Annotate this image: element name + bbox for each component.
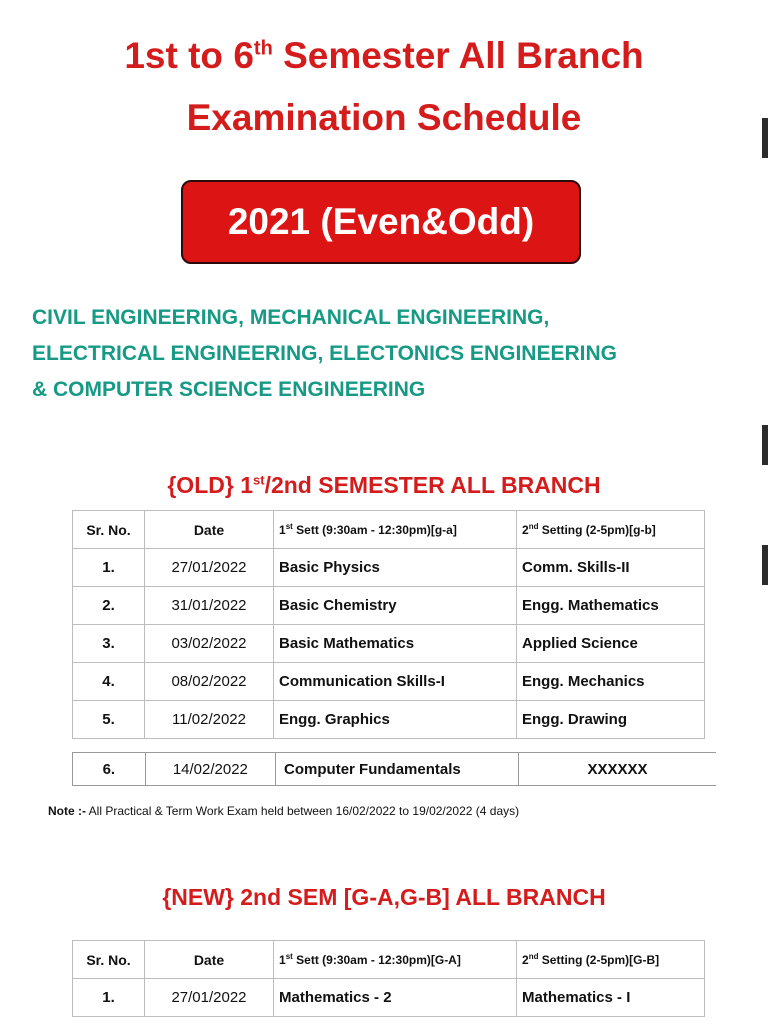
col-header-date: Date [145,941,274,979]
table-header-row [73,941,705,979]
cell-second-sitting: Mathematics - I [517,979,705,1017]
new-section-heading: {NEW} 2nd SEM [G-A,G-B] ALL BRANCH [162,884,606,910]
page-title-line1 [0,30,768,82]
heading-part: {OLD} 1 [167,472,253,498]
cell-second-sitting: Applied Science [517,625,705,663]
header-superscript: st [285,951,293,961]
cell-date: 27/01/2022 [145,549,274,587]
page-title-line2: Examination Schedule [186,97,582,138]
cell-sr: 4. [73,663,145,701]
cell-date: 27/01/2022 [145,979,274,1017]
cell-date: 08/02/2022 [145,663,274,701]
table-row [73,701,705,739]
old-section-heading [0,472,768,499]
cell-first-sitting: Communication Skills-I [274,663,517,701]
cell-second-sitting: Engg. Mathematics [517,587,705,625]
table-row [73,625,705,663]
header-text: 2 [522,952,529,967]
note-label: Note :- [48,804,86,818]
header-text: 1 [279,952,286,967]
cell-second-sitting: Engg. Mechanics [517,663,705,701]
cell-sr: 3. [73,625,145,663]
cell-sr: 5. [73,701,145,739]
branch-line: CIVIL ENGINEERING, MECHANICAL ENGINEERING, [32,306,550,329]
cell-first-sitting: Computer Fundamentals [275,753,518,785]
col-header-sr: Sr. No. [73,511,145,549]
table-row [73,549,705,587]
heading-superscript: st [253,472,265,488]
cell-sr: 6. [72,753,145,785]
col-header-second-sitting [517,941,705,979]
header-text: 1 [279,522,286,537]
cell-first-sitting: Engg. Graphics [274,701,517,739]
practical-exam-note [48,804,748,818]
header-text: Sett (9:30am - 12:30pm)[G-A] [292,952,461,967]
cell-date: 14/02/2022 [145,753,275,785]
header-superscript: nd [528,521,539,531]
branch-line: & COMPUTER SCIENCE ENGINEERING [32,378,426,401]
table-row [73,587,705,625]
title-part: Semester All Branch [272,35,644,76]
branch-line: ELECTRICAL ENGINEERING, ELECTONICS ENGINEERING [32,342,617,365]
cell-first-sitting: Basic Mathematics [274,625,517,663]
header-text: 2 [522,522,529,537]
cell-date: 31/01/2022 [145,587,274,625]
col-header-first-sitting [274,511,517,549]
new-schedule-table [72,940,705,1017]
title-part: 1st to 6 [124,35,254,76]
col-header-sr: Sr. No. [73,941,145,979]
header-text: Setting (2-5pm)[G-B] [538,952,660,967]
cell-second-sitting: Engg. Drawing [517,701,705,739]
cell-second-sitting: XXXXXX [518,753,716,785]
cell-sr: 1. [73,979,145,1017]
header-superscript: st [285,521,293,531]
col-header-first-sitting [274,941,517,979]
cell-sr: 2. [73,587,145,625]
cell-date: 03/02/2022 [145,625,274,663]
cell-first-sitting: Basic Chemistry [274,587,517,625]
col-header-date: Date [145,511,274,549]
table-row [73,663,705,701]
year-badge: 2021 (Even&Odd) [181,180,581,264]
header-text: Setting (2-5pm)[g-b] [538,522,656,537]
heading-part: /2nd SEMESTER ALL BRANCH [264,472,601,498]
header-superscript: nd [528,951,539,961]
cell-second-sitting: Comm. Skills-II [517,549,705,587]
cell-date: 11/02/2022 [145,701,274,739]
note-text: All Practical & Term Work Exam held between 16/02/2022 to 19/02/2022 (4 days) [86,804,520,818]
cell-first-sitting: Mathematics - 2 [274,979,517,1017]
cell-sr: 1. [73,549,145,587]
table-row [73,979,705,1017]
branch-list [32,300,752,408]
header-text: Sett (9:30am - 12:30pm)[g-a] [292,522,457,537]
title-superscript: th [253,37,273,60]
old-schedule-table [72,510,705,739]
table-header-row [73,511,705,549]
cell-first-sitting: Basic Physics [274,549,517,587]
table-row-extra [72,752,716,786]
scan-edge-mark [762,425,768,465]
col-header-second-sitting [517,511,705,549]
scan-edge-mark [762,545,768,585]
